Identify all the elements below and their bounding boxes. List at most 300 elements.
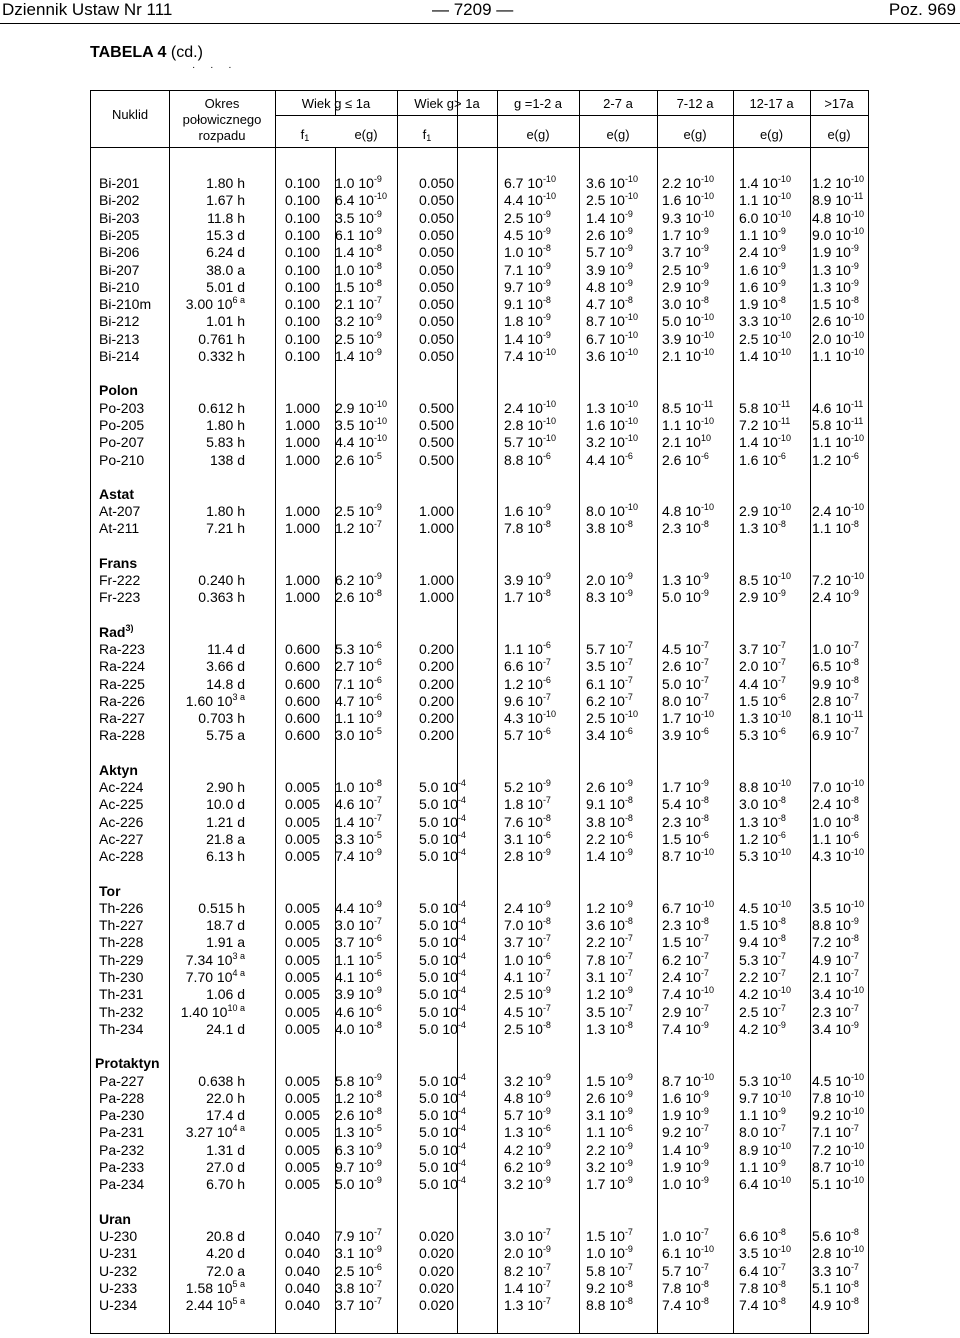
table-cell: 1.000 [285, 589, 321, 606]
table-cell: 5.3 $10^{-10}$ [739, 1071, 791, 1089]
half-life-value: 1.06 d [206, 986, 245, 1003]
half-life-value: 38.0 a [206, 261, 245, 278]
col-header-eg: e(g) [759, 127, 784, 142]
table-cell: 1.3 $10^{-9}$ [812, 260, 859, 278]
table-cell: 6.4 $10^{-7}$ [739, 1261, 786, 1279]
nuclide-name: Th-228 [99, 934, 144, 951]
table-cell: 4.5 $10^{-7}$ [662, 639, 709, 657]
nuclide-name: Ra-224 [99, 658, 145, 675]
table-cell: 8.8 $10^{-8}$ [586, 1296, 633, 1314]
col-header-eg: e(g) [354, 127, 378, 142]
table-cell: 3.7 $10^{-7}$ [504, 933, 551, 951]
half-life-value: 1.60 $10^{3 a}$ [185, 691, 245, 709]
table-cell: 8.3 $10^{-9}$ [586, 588, 633, 606]
table-cell: 2.9 $10^{-9}$ [739, 588, 786, 606]
nuclide-name: U-232 [99, 1262, 138, 1279]
nuclide-name: Bi-210m [99, 296, 152, 313]
nuclide-name: U-231 [99, 1245, 138, 1262]
table-cell: 0.050 [419, 348, 455, 364]
table-cell: 5.1 $10^{-10}$ [812, 1175, 864, 1193]
col-header-halflife-3: rozpadu [198, 128, 246, 143]
table-cell: 1.7 $10^{-8}$ [504, 588, 551, 606]
element-group-heading: Tor [99, 882, 121, 899]
nuclide-name: Th-229 [99, 951, 144, 968]
table-cell: 1.3 $10^{-10}$ [739, 709, 791, 727]
half-life-value: 1.31 d [206, 1141, 245, 1158]
table-cell: 4.8 $10^{-9}$ [504, 1088, 551, 1106]
table-cell: 6.6 $10^{-7}$ [504, 657, 551, 675]
table-cell: 0.100 [285, 348, 321, 364]
table-cell: 0.005 [285, 1072, 321, 1089]
table-cell: 0.050 [419, 261, 455, 278]
table-cell: 4.7 $10^{-8}$ [586, 295, 633, 313]
table-cell: 9.1 $10^{-8}$ [504, 295, 551, 313]
table-cell: 3.9 $10^{-9}$ [504, 571, 551, 588]
table-cell: 0.050 [419, 192, 455, 209]
half-life-value: 5.01 d [206, 278, 245, 295]
table-cell: 3.9 $10^{-9}$ [586, 260, 633, 278]
table-cell: 1.0 $10^{-9}$ [662, 1175, 709, 1193]
table-cell: 2.3 $10^{-8}$ [662, 519, 709, 537]
table-cell: 0.600 [285, 658, 321, 675]
nuclide-name: Pa-227 [99, 1072, 145, 1089]
table-cell: 5.0 $10^{-4}$ [419, 1106, 466, 1124]
table-cell: 1.7 $10^{-9}$ [662, 778, 709, 795]
table-cell: 0.005 [285, 779, 321, 795]
nuclide-name: Fr-222 [99, 572, 141, 588]
table-cell: 8.7 $10^{-10}$ [662, 1071, 714, 1089]
table-cell: 3.4 $10^{-10}$ [812, 985, 864, 1003]
table-cell: 2.2 $10^{-6}$ [586, 829, 633, 847]
table-cell: 0.100 [285, 209, 321, 226]
element-group-heading: Frans [99, 554, 138, 571]
table-cell: 5.0 $10^{-4}$ [419, 933, 466, 951]
table-cell: 5.7 $10^{-7}$ [662, 1261, 709, 1279]
half-life-value: 138 d [209, 451, 245, 468]
half-life-value: 2.90 h [206, 779, 245, 795]
half-life-value: 27.0 d [206, 1159, 245, 1175]
col-header-age-le-1a: Wiek g ≤ 1a [301, 96, 371, 111]
nuclide-name: Po-207 [99, 434, 145, 451]
table-cell: 7.4 $10^{-8}$ [739, 1296, 786, 1314]
table-cell: 1.0 $10^{-7}$ [812, 639, 859, 657]
table-cell: 0.005 [285, 813, 321, 830]
nuclide-name: Bi-205 [99, 226, 140, 243]
table-cell: 5.3 $10^{-10}$ [739, 847, 791, 865]
table-cell: 3.0 $10^{-7}$ [335, 916, 382, 934]
table-cell: 8.7 $10^{-10}$ [586, 312, 638, 330]
half-life-value: 0.363 h [198, 589, 245, 606]
table-cell: 0.600 [285, 675, 321, 692]
table-cell: 2.5 $10^{-9}$ [335, 502, 382, 520]
table-cell: 2.6 $10^{-9}$ [586, 1088, 633, 1106]
table-cell: 6.1 $10^{-9}$ [335, 225, 382, 243]
col-header-age-7-12a: 7-12 a [676, 96, 714, 111]
table-cell: 1.2 $10^{-8}$ [335, 1088, 382, 1106]
table-cell: 4.3 $10^{-10}$ [812, 847, 864, 865]
table-cell: 1.6 $10^{-9}$ [504, 502, 551, 520]
table-cell: 7.6 $10^{-8}$ [504, 812, 551, 830]
table-cell: 8.5 $10^{-11}$ [662, 398, 714, 416]
table-cell: 3.5 $10^{-7}$ [586, 1002, 633, 1020]
table-cell: 1.4 $10^{-7}$ [335, 812, 382, 830]
table-cell: 0.050 [419, 313, 455, 330]
table-cell: 1.2 $10^{-9}$ [586, 898, 633, 916]
half-life-value: 72.0 a [206, 1262, 245, 1279]
table-cell: 6.2 $10^{-7}$ [586, 691, 633, 709]
nuclide-name: Pa-228 [99, 1089, 145, 1106]
table-cell: 1.0 $10^{-8}$ [335, 778, 382, 795]
table-cell: 2.6 $10^{-8}$ [335, 588, 382, 606]
table-cell: 1.0 $10^{-9}$ [586, 1244, 633, 1262]
table-cell: 2.8 $10^{-7}$ [812, 691, 859, 709]
table-cell: 1.6 $10^{-9}$ [662, 1088, 709, 1106]
table-cell: 0.005 [285, 986, 321, 1003]
table-cell: 7.8 $10^{-8}$ [739, 1278, 786, 1296]
half-life-value: 0.612 h [198, 399, 245, 416]
table-cell: 1.4 $10^{-9}$ [662, 1140, 709, 1158]
table-cell: 3.1 $10^{-7}$ [586, 968, 633, 985]
nuclide-name: Bi-206 [99, 244, 140, 261]
col-header-eg: e(g) [683, 127, 707, 142]
col-divider [497, 91, 498, 1333]
nuclide-name: Pa-233 [99, 1159, 145, 1175]
table-cell: 0.050 [419, 278, 455, 295]
table-cell: 2.6 $10^{-9}$ [586, 778, 633, 795]
table-cell: 0.050 [419, 244, 455, 261]
element-group-heading: Uran [99, 1210, 131, 1227]
table-cell: 1.000 [419, 572, 455, 588]
table-cell: 7.8 $10^{-7}$ [586, 950, 633, 968]
nuclide-name: Po-203 [99, 399, 145, 416]
table-cell: 2.6 $10^{-10}$ [812, 312, 864, 330]
table-cell: 1.0 $10^{-9}$ [335, 174, 382, 191]
table-cell: 2.5 $10^{-9}$ [504, 208, 551, 226]
table-cell: 3.5 $10^{-7}$ [586, 657, 633, 675]
table-cell: 2.2 $10^{-7}$ [739, 968, 786, 985]
table-cell: 0.050 [419, 175, 455, 191]
table-cell: 6.7 $10^{-10}$ [586, 329, 638, 347]
table-cell: 1.9 $10^{-9}$ [812, 243, 859, 261]
page-number: — 7209 — [432, 0, 514, 19]
table-cell: 1.3 $10^{-8}$ [586, 1019, 633, 1037]
table-cell: 2.4 $10^{-9}$ [739, 243, 786, 261]
table-cell: 4.5 $10^{-9}$ [504, 225, 551, 243]
table-cell: 5.7 $10^{-7}$ [586, 639, 633, 657]
table-cell: 7.2 $10^{-8}$ [812, 933, 859, 951]
half-life-value: 6.13 h [206, 848, 245, 865]
table-cell: 8.0 $10^{-10}$ [586, 502, 638, 520]
table-cell: 5.7 $10^{-9}$ [586, 243, 633, 261]
table-cell: 5.0 $10^{-10}$ [662, 312, 714, 330]
position-number: Poz. 969 [888, 0, 956, 19]
table-title [90, 44, 203, 62]
half-life-value: 7.70 $10^{4 a}$ [185, 968, 245, 985]
table-cell: 8.9 $10^{-10}$ [739, 1140, 791, 1158]
table-cell: 0.100 [285, 261, 321, 278]
table-cell: 0.005 [285, 951, 321, 968]
table-cell: 1.5 $10^{-7}$ [662, 933, 709, 951]
table-cell: 3.7 $10^{-7}$ [739, 639, 786, 657]
table-cell: 1.1 $10^{-9}$ [739, 1106, 786, 1124]
table-cell: 0.050 [419, 296, 455, 313]
half-life-value: 20.8 d [206, 1227, 245, 1244]
table-cell: 1.3 $10^{-7}$ [504, 1296, 551, 1314]
table-cell: 0.020 [419, 1227, 455, 1244]
half-life-value: 1.80 h [206, 175, 245, 191]
table-cell: 0.005 [285, 830, 321, 847]
table-cell: 1.6 $10^{-9}$ [739, 277, 786, 295]
nuclide-name: Pa-230 [99, 1107, 145, 1124]
table-cell: 5.7 $10^{-6}$ [504, 726, 551, 744]
table-cell: 2.5 $10^{-9}$ [504, 985, 551, 1003]
half-life-value: 1.40 $10^{10 a}$ [180, 1002, 245, 1020]
table-cell: 4.9 $10^{-7}$ [812, 950, 859, 968]
table-cell: 2.0 $10^{-9}$ [504, 1244, 551, 1262]
col-header-age-1-2a: g =1-2 a [513, 96, 563, 111]
table-cell: 5.6 $10^{-8}$ [812, 1226, 859, 1244]
table-cell: 5.0 $10^{-4}$ [419, 1002, 466, 1020]
table-cell: 1.000 [285, 434, 321, 451]
table-cell: 0.600 [285, 710, 321, 727]
half-life-value: 14.8 d [206, 675, 245, 692]
half-life-value: 6.24 d [206, 244, 245, 261]
table-cell: 0.050 [419, 226, 455, 243]
table-cell: 1.7 $10^{-9}$ [662, 225, 709, 243]
table-cell: 4.4 $10^{-6}$ [586, 450, 633, 468]
table-cell: 6.7 $10^{-10}$ [504, 174, 556, 191]
table-cell: 0.005 [285, 796, 321, 813]
table-cell: 7.4 $10^{-9}$ [335, 847, 382, 865]
table-cell: 4.2 $10^{-9}$ [739, 1019, 786, 1037]
table-cell: 1.5 $10^{-9}$ [586, 1071, 633, 1089]
table-cell: 5.0 $10^{-4}$ [419, 795, 466, 813]
table-cell: 1.4 $10^{-10}$ [739, 347, 791, 364]
nuclide-name: Ac-226 [99, 813, 144, 830]
table-cell: 0.005 [285, 1107, 321, 1124]
col-header-eg: e(g) [827, 127, 851, 142]
table-cell: 1.1 $10^{-5}$ [335, 950, 382, 968]
table-cell: 1.2 $10^{-6}$ [739, 829, 786, 847]
table-cell: 1.000 [419, 503, 455, 520]
table-cell: 5.0 $10^{-4}$ [419, 1019, 466, 1037]
half-life-value: 0.332 h [198, 348, 245, 364]
half-life-value: 3.00 $10^{6 a}$ [185, 295, 245, 313]
half-life-value: 1.58 $10^{5 a}$ [185, 1278, 245, 1296]
table-cell: 1.3 $10^{-10}$ [586, 398, 638, 416]
table-cell: 2.5 $10^{-7}$ [739, 1002, 786, 1020]
table-cell: 1.2 $10^{-10}$ [812, 174, 864, 191]
table-cell: 5.8 $10^{-7}$ [586, 1261, 633, 1279]
table-cell: 1.6 $10^{-10}$ [586, 415, 638, 433]
table-cell: 2.5 $10^{-8}$ [504, 1019, 551, 1037]
table-cell: 5.0 $10^{-9}$ [335, 1175, 382, 1193]
table-cell: 0.020 [419, 1297, 455, 1314]
table-cell: 7.0 $10^{-10}$ [812, 778, 864, 795]
nuclide-name: Ra-227 [99, 710, 145, 727]
half-life-value: 11.8 h [207, 209, 245, 226]
table-cell: 6.2 $10^{-9}$ [335, 571, 382, 588]
table-cell: 9.6 $10^{-7}$ [504, 691, 551, 709]
table-cell: 9.2 $10^{-8}$ [586, 1278, 633, 1296]
nuclide-name: Ra-223 [99, 640, 145, 657]
table-cell: 2.2 $10^{-9}$ [586, 1140, 633, 1158]
header-divider [91, 147, 868, 148]
element-group-heading: Polon [99, 382, 138, 399]
table-cell: 4.6 $10^{-11}$ [812, 398, 864, 416]
table-cell: 3.3 $10^{-5}$ [335, 829, 382, 847]
table-cell: 5.0 $10^{-4}$ [419, 829, 466, 847]
table-cell: 6.5 $10^{-8}$ [812, 657, 859, 675]
nuclide-name: Bi-210 [99, 278, 140, 295]
table-cell: 4.2 $10^{-10}$ [739, 985, 791, 1003]
table-cell: 2.6 $10^{-5}$ [335, 450, 382, 468]
table-cell: 3.2 $10^{-9}$ [586, 1158, 633, 1175]
table-cell: 4.8 $10^{-9}$ [586, 277, 633, 295]
table-cell: 1.1 $10^{-6}$ [812, 829, 859, 847]
table-cell: 4.6 $10^{-6}$ [335, 1002, 382, 1020]
table-cell: 1.5 $10^{-8}$ [739, 916, 786, 934]
half-life-value: 1.80 h [206, 503, 245, 520]
table-cell: 1.7 $10^{-10}$ [662, 709, 714, 727]
table-cell: 1.8 $10^{-9}$ [504, 312, 551, 330]
header-divider [275, 115, 868, 116]
table-cell: 6.4 $10^{-10}$ [335, 191, 387, 209]
table-cell: 1.4 $10^{-7}$ [504, 1278, 551, 1296]
table-cell: 5.0 $10^{-4}$ [419, 847, 466, 865]
table-cell: 1.1 $10^{-10}$ [812, 433, 864, 451]
table-cell: 2.9 $10^{-9}$ [662, 277, 709, 295]
table-cell: 7.2 $10^{-10}$ [812, 571, 864, 588]
col-header-age-gt-17a: >17a [824, 96, 854, 111]
table-cell: 1.1 $10^{-6}$ [504, 639, 551, 657]
table-cell: 7.1 $10^{-9}$ [504, 260, 551, 278]
table-cell: 1.3 $10^{-8}$ [739, 812, 786, 830]
table-cell: 1.4 $10^{-8}$ [335, 243, 382, 261]
table-cell: 1.1 $10^{-9}$ [739, 225, 786, 243]
table-cell: 6.9 $10^{-7}$ [812, 726, 859, 744]
table-cell: 3.0 $10^{-8}$ [662, 295, 709, 313]
col-header-nuclide: Nuklid [111, 107, 149, 122]
nuclide-name: U-234 [99, 1297, 138, 1314]
table-cell: 4.7 $10^{-6}$ [335, 691, 382, 709]
nuclide-name: Ac-224 [99, 779, 144, 795]
table-cell: 5.0 $10^{-4}$ [419, 916, 466, 934]
table-cell: 0.600 [285, 692, 321, 709]
table-cell: 0.500 [419, 399, 455, 416]
table-cell: 7.8 $10^{-8}$ [504, 519, 551, 537]
half-life-value: 18.7 d [206, 917, 245, 934]
nuclide-name: Pa-231 [99, 1124, 145, 1141]
nuclide-name: Bi-203 [99, 209, 140, 226]
table-cell: 8.9 $10^{-11}$ [812, 191, 864, 209]
table-cell: 9.3 $10^{-10}$ [662, 208, 714, 226]
table-cell: 5.0 $10^{-7}$ [662, 674, 709, 692]
table-cell: 5.0 $10^{-4}$ [419, 778, 466, 795]
table-cell: 1.5 $10^{-8}$ [812, 295, 859, 313]
half-life-value: 1.21 d [206, 813, 245, 830]
half-life-value: 7.34 $10^{3 a}$ [185, 950, 245, 968]
table-cell: 3.2 $10^{-9}$ [335, 312, 382, 330]
table-cell: 0.100 [285, 244, 321, 261]
nuclide-name: Po-205 [99, 416, 145, 433]
nuclide-name: Bi-207 [99, 261, 140, 278]
table-cell: 2.3 $10^{-8}$ [662, 916, 709, 934]
col-header-eg: e(g) [606, 127, 630, 142]
element-group-heading: Astat [99, 485, 135, 502]
table-cell: 6.7 $10^{-10}$ [662, 898, 714, 916]
table-cell: 0.200 [419, 675, 455, 692]
nuclide-name: Ra-226 [99, 692, 145, 709]
table-cell: 1.0 $10^{-8}$ [504, 243, 551, 261]
table-cell: 7.4 $10^{-9}$ [662, 1019, 709, 1037]
half-life-value: 6.70 h [206, 1176, 245, 1193]
table-cell: 2.2 $10^{-7}$ [586, 933, 633, 951]
table-cell: 5.0 $10^{-4}$ [419, 812, 466, 830]
nuclide-name: U-233 [99, 1279, 138, 1296]
table-cell: 0.005 [285, 1124, 321, 1141]
element-group-heading: Aktyn [99, 761, 138, 778]
table-cell: 0.020 [419, 1279, 455, 1296]
nuclide-name: Th-230 [99, 969, 144, 985]
half-life-value: 22.0 h [206, 1089, 245, 1106]
table-cell: 0.200 [419, 710, 455, 727]
table-cell: 4.8 $10^{-10}$ [662, 502, 714, 520]
table-cell: 2.5 $10^{-9}$ [335, 329, 382, 347]
table-cell: 1.000 [419, 520, 455, 537]
table-cell: 0.005 [285, 917, 321, 934]
table-cell: 1.3 $10^{-6}$ [504, 1123, 551, 1141]
half-life-value: 0.703 h [198, 710, 245, 727]
table-cell: 4.2 $10^{-9}$ [504, 1140, 551, 1158]
table-cell: 5.3 $10^{-7}$ [739, 950, 786, 968]
table-cell: 1.9 $10^{-8}$ [739, 295, 786, 313]
table-cell: 1.0 $10^{-8}$ [812, 812, 859, 830]
table-cell: 0.100 [285, 226, 321, 243]
table-cell: 1.3 $10^{-8}$ [739, 519, 786, 537]
nuclide-name: Th-232 [99, 1003, 144, 1020]
table-cell: 1.4 $10^{-10}$ [739, 433, 791, 451]
table-title-text: TABELA 4 [90, 44, 167, 61]
table-cell: 2.5 $10^{-6}$ [335, 1261, 382, 1279]
table-cell: 1.4 $10^{-9}$ [586, 847, 633, 865]
table-cell: 3.8 $10^{-8}$ [586, 519, 633, 537]
table-cell: 7.2 $10^{-11}$ [739, 415, 791, 433]
table-cell: 7.9 $10^{-7}$ [335, 1226, 382, 1244]
half-life-value: 1.91 a [206, 934, 245, 951]
table-cell: 7.0 $10^{-8}$ [504, 916, 551, 934]
half-life-value: 5.83 h [206, 434, 245, 451]
nuclide-name: Th-234 [99, 1020, 144, 1037]
table-cell: 0.100 [285, 175, 321, 191]
table-cell: 0.100 [285, 278, 321, 295]
table-cell: 7.8 $10^{-8}$ [662, 1278, 709, 1296]
table-cell: 1.3 $10^{-9}$ [812, 277, 859, 295]
table-cell: 0.600 [285, 727, 321, 744]
table-cell: 0.050 [419, 330, 455, 347]
table-cell: 5.0 $10^{-4}$ [419, 1140, 466, 1158]
table-cell: 2.5 $10^{-10}$ [586, 191, 638, 209]
table-cell: 1.000 [285, 503, 321, 520]
table-cell: 7.8 $10^{-10}$ [812, 1088, 864, 1106]
table-cell: 5.0 $10^{-4}$ [419, 1088, 466, 1106]
table-cell: 0.200 [419, 640, 455, 657]
table-cell: 4.9 $10^{-8}$ [812, 1296, 859, 1314]
nuclide-name: Po-210 [99, 451, 145, 468]
table-cell: 6.3 $10^{-9}$ [335, 1140, 382, 1158]
table-cell: 4.6 $10^{-7}$ [335, 795, 382, 813]
table-cell: 8.0 $10^{-7}$ [662, 691, 709, 709]
